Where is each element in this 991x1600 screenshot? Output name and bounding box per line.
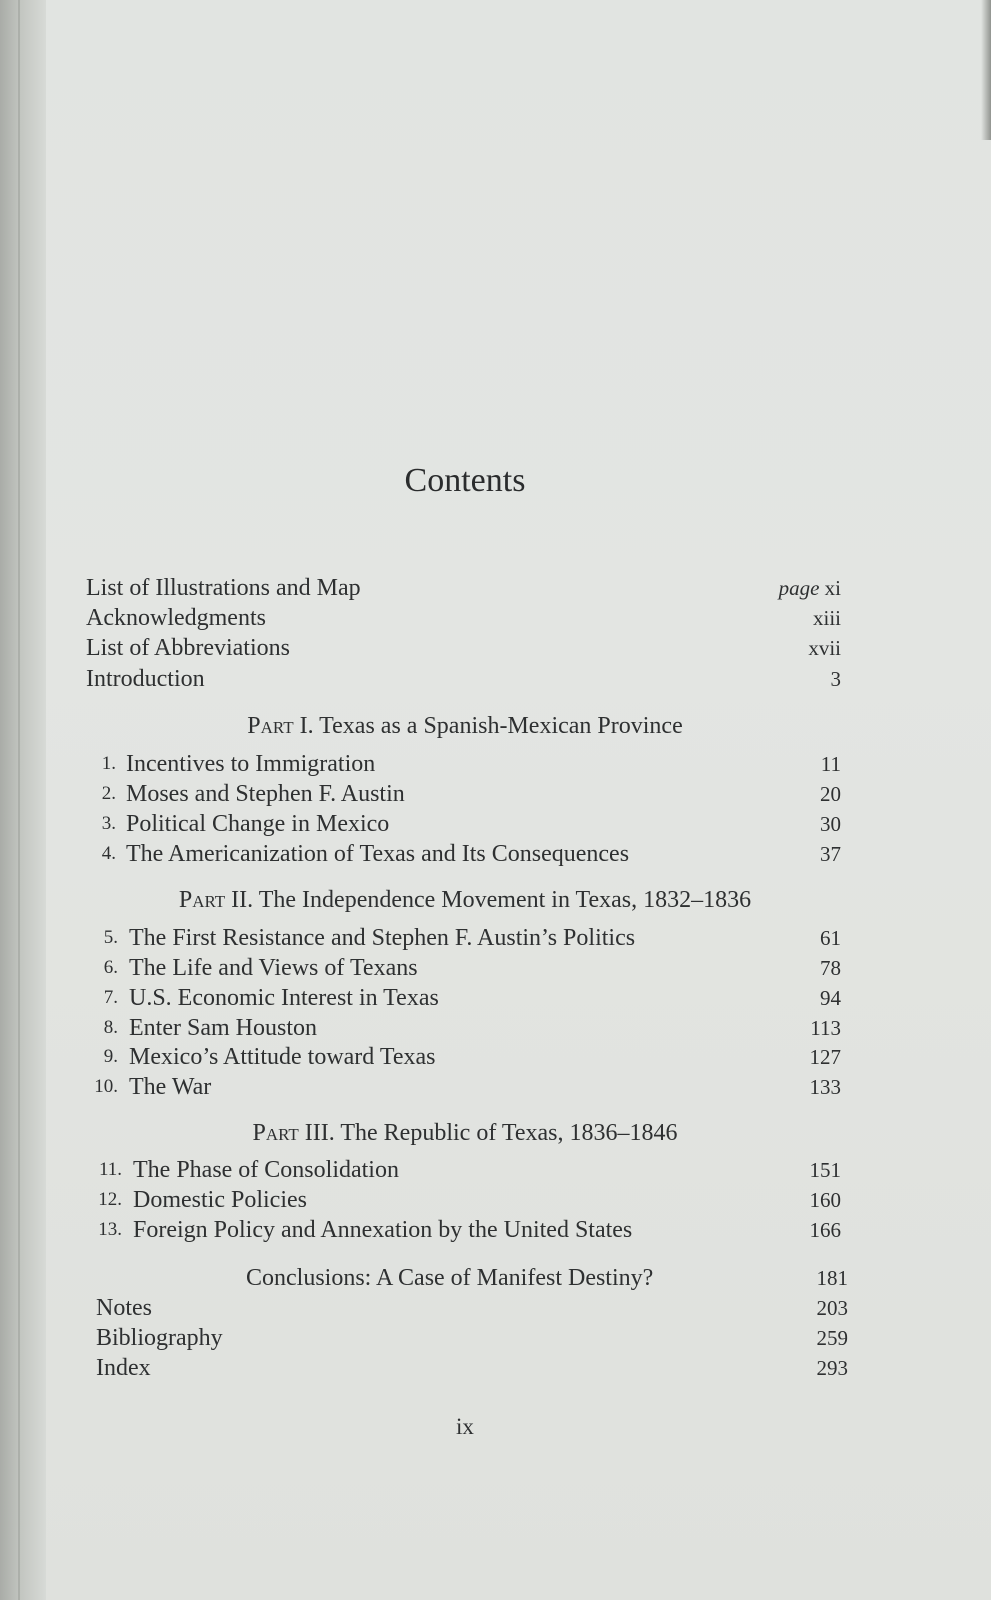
chapter-title: The First Resistance and Stephen F. Austin’s Politics xyxy=(129,925,636,951)
chapter-number: 12. xyxy=(98,1189,122,1210)
toc-chapter-6 xyxy=(0,952,991,984)
chapter-page: 127 xyxy=(809,1045,841,1069)
toc-entry-label: List of Abbreviations xyxy=(86,635,290,661)
chapter-number: 1. xyxy=(101,753,116,774)
chapter-title: The Americanization of Texas and Its Consequences xyxy=(126,841,630,867)
toc-entry-label: Conclusions: A Case of Manifest Destiny? xyxy=(246,1265,654,1291)
toc-entry-page: 203 xyxy=(816,1296,848,1320)
chapter-page: 11 xyxy=(820,752,841,776)
chapter-page: 20 xyxy=(820,782,841,806)
part-numeral: III. xyxy=(304,1120,335,1146)
chapter-title: The Life and Views of Texans xyxy=(129,955,418,981)
chapter-title: Foreign Policy and Annexation by the United States xyxy=(133,1217,633,1243)
chapter-number: 11. xyxy=(98,1159,122,1180)
toc-chapter-8 xyxy=(0,1012,991,1044)
page-number: xi xyxy=(824,576,841,600)
chapter-page: 94 xyxy=(820,986,841,1010)
part-word: Part xyxy=(247,713,294,739)
part-heading-3 xyxy=(0,1117,930,1149)
chapter-number: 7. xyxy=(103,987,118,1008)
chapter-page: 113 xyxy=(810,1016,841,1040)
chapter-title: The War xyxy=(129,1074,212,1100)
chapter-number: 13. xyxy=(98,1219,122,1240)
toc-entry-acknowledgments xyxy=(0,602,991,634)
chapter-number: 9. xyxy=(103,1046,118,1067)
chapter-title: Moses and Stephen F. Austin xyxy=(126,781,405,807)
chapter-title: U.S. Economic Interest in Texas xyxy=(129,985,439,1011)
chapter-title: Enter Sam Houston xyxy=(129,1015,317,1041)
part-numeral: II. xyxy=(231,887,254,913)
toc-entry-conclusions xyxy=(0,1262,991,1294)
toc-chapter-13 xyxy=(0,1214,991,1246)
chapter-number: 8. xyxy=(103,1017,118,1038)
toc-chapter-10 xyxy=(0,1071,991,1103)
toc-entry-label: List of Illustrations and Map xyxy=(86,575,361,601)
chapter-title: Mexico’s Attitude toward Texas xyxy=(129,1044,436,1070)
part-heading-1 xyxy=(0,710,930,742)
toc-chapter-1 xyxy=(0,748,991,780)
part-word: Part xyxy=(252,1120,299,1146)
chapter-number: 3. xyxy=(101,813,116,834)
chapter-page: 133 xyxy=(809,1075,841,1099)
toc-entry-illustrations xyxy=(0,572,991,604)
chapter-number: 4. xyxy=(101,843,116,864)
chapter-page: 78 xyxy=(820,956,841,980)
chapter-page: 37 xyxy=(820,842,841,866)
toc-entry-page: 293 xyxy=(816,1356,848,1380)
toc-chapter-3 xyxy=(0,808,991,840)
toc-entry-abbreviations xyxy=(0,632,991,664)
chapter-number: 2. xyxy=(101,783,116,804)
chapter-title: The Phase of Consolidation xyxy=(133,1157,399,1183)
toc-chapter-9 xyxy=(0,1041,991,1073)
toc-entry-index xyxy=(0,1352,991,1384)
part-heading-2 xyxy=(0,884,930,916)
toc-entry-label: Introduction xyxy=(86,666,205,692)
chapter-title: Domestic Policies xyxy=(133,1187,307,1213)
chapter-page: 61 xyxy=(820,926,841,950)
chapter-number: 10. xyxy=(94,1076,118,1097)
chapter-number: 6. xyxy=(103,957,118,978)
toc-entry-bibliography xyxy=(0,1322,991,1354)
toc-entry-page: xvii xyxy=(808,636,841,660)
part-numeral: I. xyxy=(299,713,314,739)
toc-chapter-11 xyxy=(0,1154,991,1186)
chapter-page: 160 xyxy=(809,1188,841,1212)
toc-entry-page xyxy=(779,572,841,604)
chapter-page: 30 xyxy=(820,812,841,836)
page-prefix: page xyxy=(778,576,820,600)
page-edge-shadow xyxy=(981,0,991,140)
toc-entry-page: 259 xyxy=(816,1326,848,1350)
toc-chapter-7 xyxy=(0,982,991,1014)
contents-title: Contents xyxy=(404,462,526,499)
toc-chapter-2 xyxy=(0,778,991,810)
toc-entry-label: Index xyxy=(96,1355,151,1381)
toc-entry-label: Acknowledgments xyxy=(86,605,266,631)
chapter-title: Incentives to Immigration xyxy=(126,751,376,777)
toc-entry-page: xiii xyxy=(812,606,841,630)
part-title: Texas as a Spanish-Mexican Province xyxy=(319,713,683,739)
toc-chapter-5 xyxy=(0,922,991,954)
chapter-title: Political Change in Mexico xyxy=(126,811,390,837)
toc-entry-label: Bibliography xyxy=(96,1325,223,1351)
chapter-page: 151 xyxy=(809,1158,841,1182)
page-folio: ix xyxy=(456,1414,474,1439)
chapter-number: 5. xyxy=(103,927,118,948)
toc-entry-notes xyxy=(0,1292,991,1324)
toc-chapter-12 xyxy=(0,1184,991,1216)
part-word: Part xyxy=(178,887,226,913)
part-title: The Republic of Texas, 1836–1846 xyxy=(340,1120,678,1146)
toc-entry-page: 181 xyxy=(816,1266,848,1290)
chapter-page: 166 xyxy=(809,1218,841,1242)
part-title: The Independence Movement in Texas, 1832–1836 xyxy=(258,887,752,913)
toc-entry-page: 3 xyxy=(830,667,841,691)
toc-entry-label: Notes xyxy=(96,1295,152,1321)
toc-entry-introduction xyxy=(0,663,991,695)
toc-chapter-4 xyxy=(0,838,991,870)
